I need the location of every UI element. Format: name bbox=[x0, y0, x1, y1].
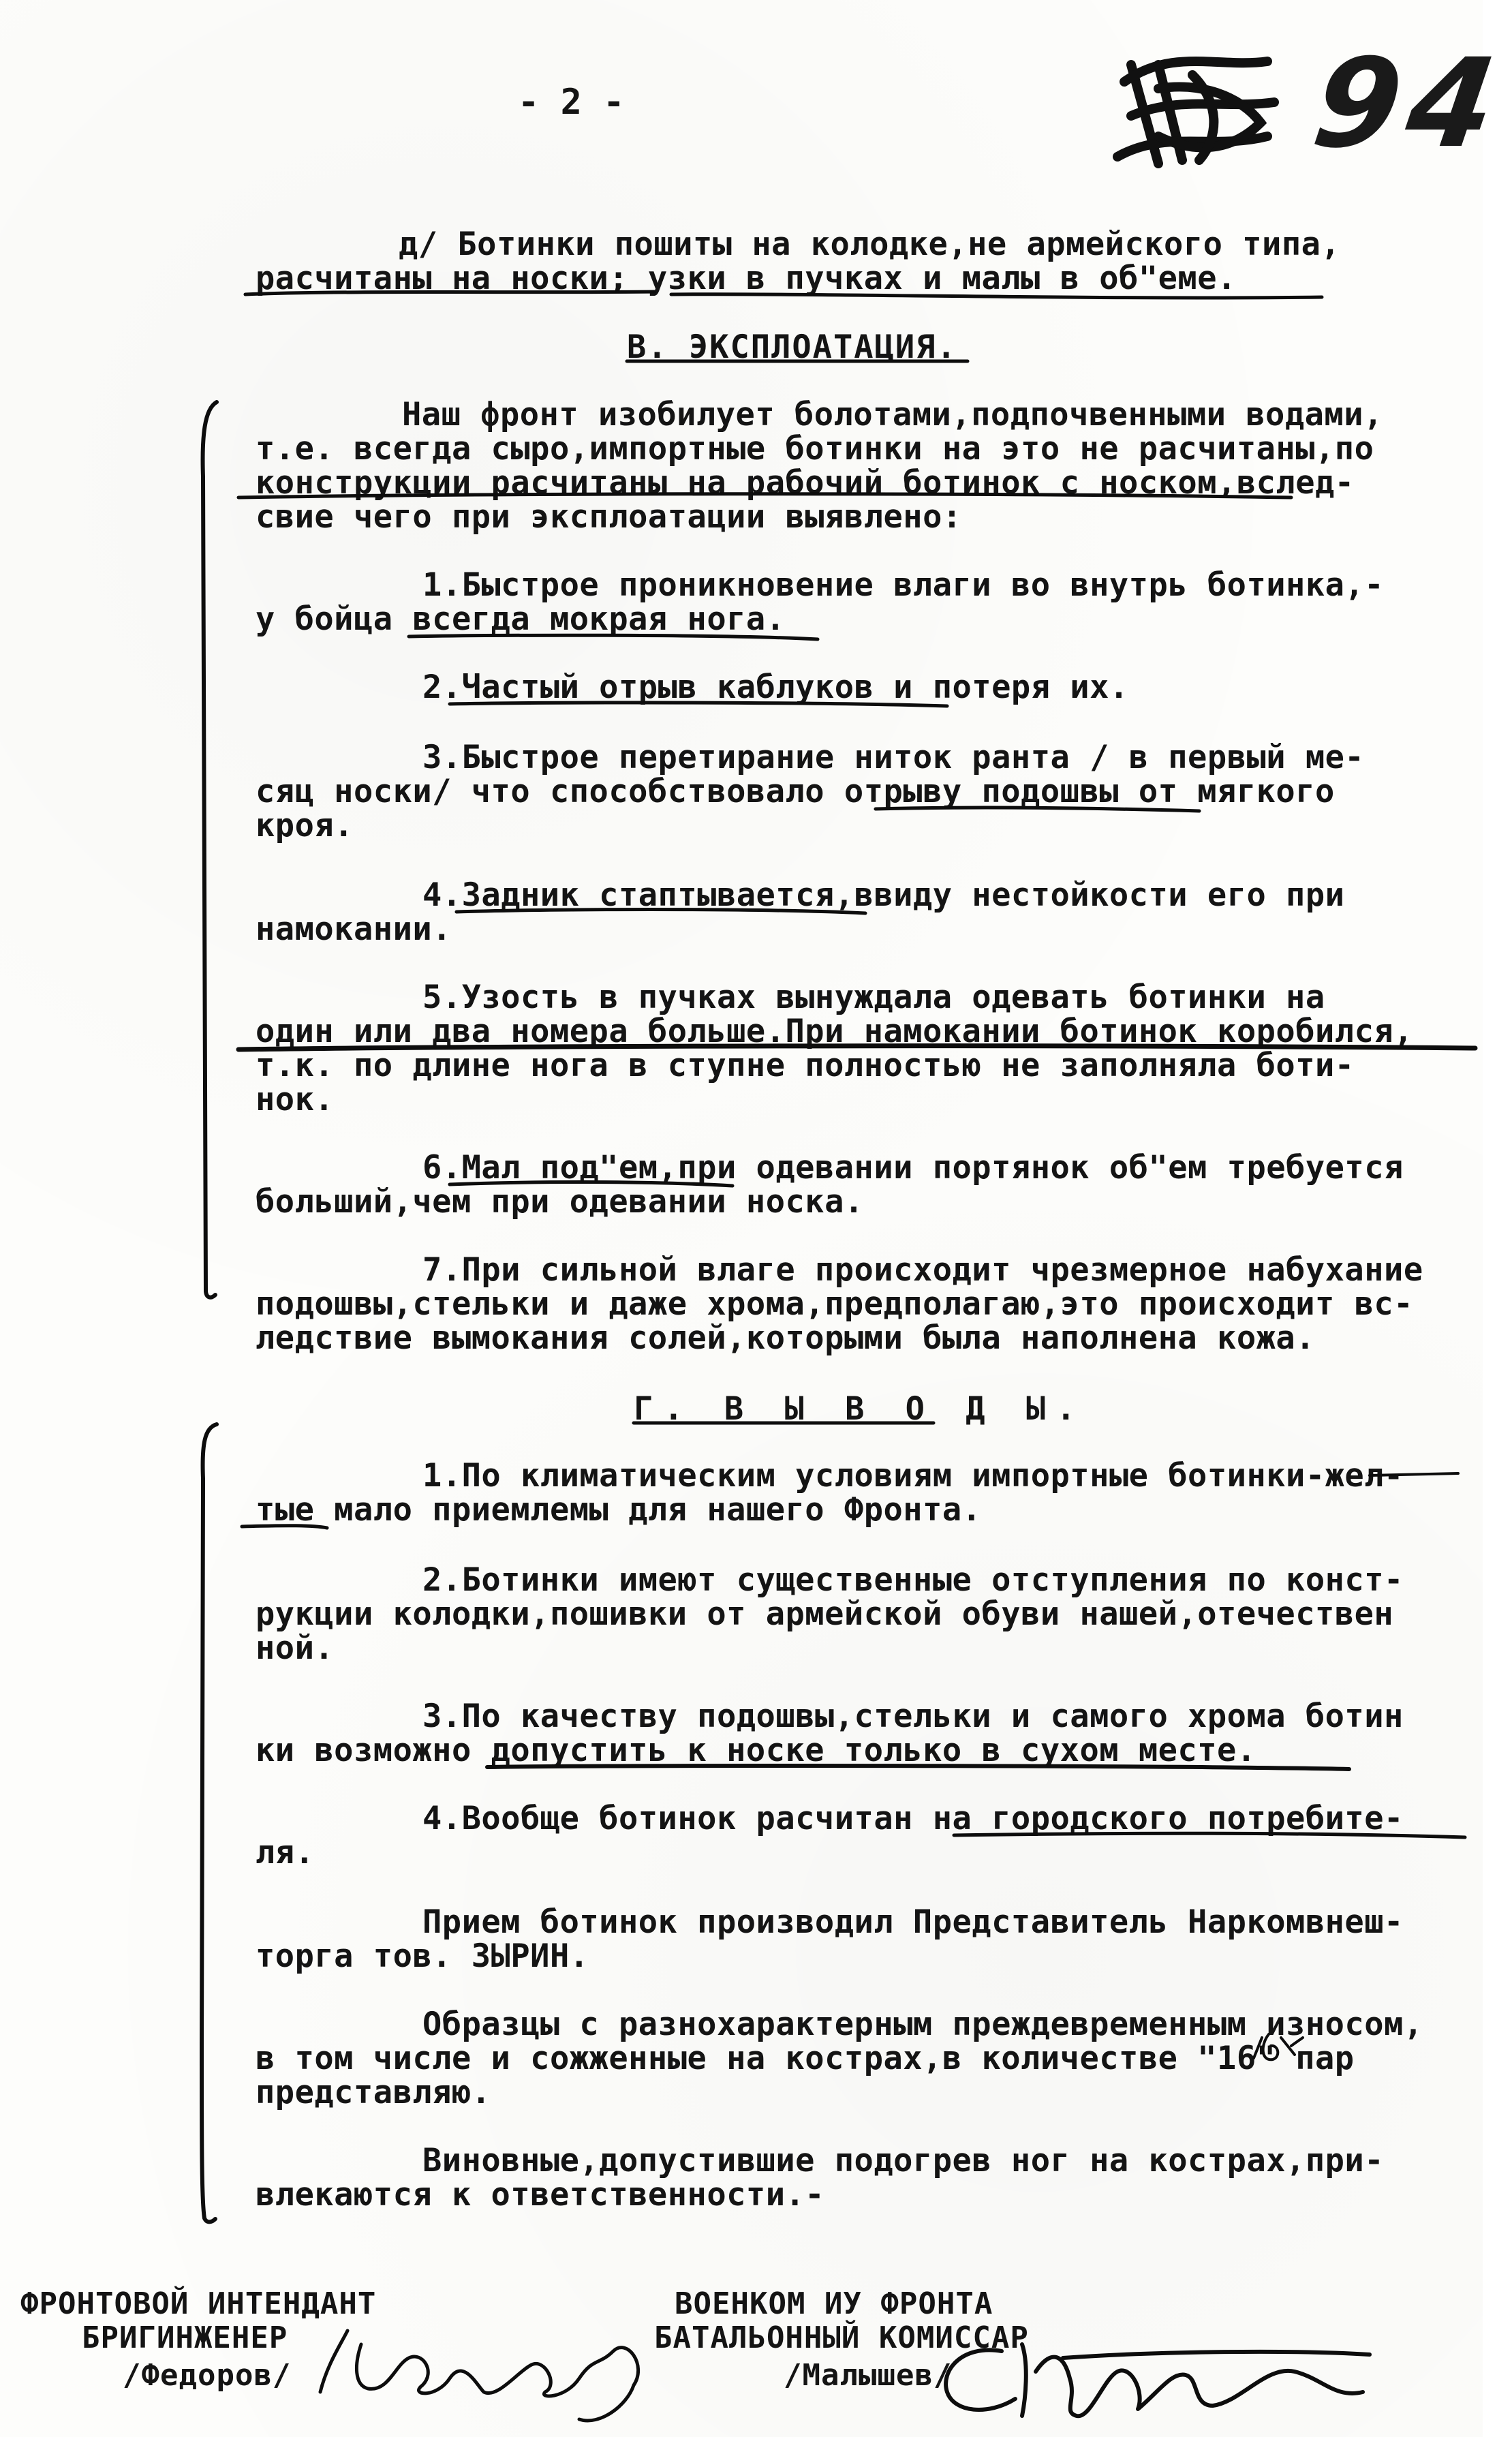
signature-fedorov bbox=[320, 2331, 638, 2421]
underline-d-1 bbox=[245, 292, 654, 294]
g-item-2-line-1: 2.Ботинки имеют существенные отступления по конст- bbox=[422, 1561, 1404, 1599]
v-item-1-line-2: у бойца всегда мокрая нога. bbox=[256, 600, 786, 638]
v-item-3-line-1: 3.Быстрое перетирание ниток ранта / в первый ме- bbox=[422, 739, 1365, 776]
underline-g-item1 bbox=[242, 1526, 327, 1528]
signature-right-title: ВОЕНКОМ ИУ ФРОНТА bbox=[675, 2286, 993, 2321]
v-item-7-line-3: ледствие вымокания солей,которыми была наполнена кожа. bbox=[256, 1319, 1316, 1357]
v-item-6-line-1: 6.Мал под"ем,при одевании портянок об"ем требуется bbox=[422, 1149, 1404, 1186]
v-item-5-line-1: 5.Узость в пучках вынуждала одевать ботинки на bbox=[422, 979, 1325, 1016]
g-item-2-line-3: ной. bbox=[256, 1629, 335, 1667]
underline-intro bbox=[238, 494, 1291, 497]
g-item-3-line-2: ки возможно допустить к носке только в сухом месте. bbox=[256, 1732, 1256, 1769]
intro-line-2: т.е. всегда сыро,импортные ботинки на это не расчитаны,по bbox=[256, 430, 1374, 468]
v-item-2-line-1: 2.Частый отрыв каблуков и потеря их. bbox=[422, 669, 1129, 706]
v-item-4-line-2: намокании. bbox=[256, 910, 452, 948]
underline-d-2 bbox=[671, 294, 1322, 298]
g-item-3-line-1: 3.По качеству подошвы,стельки и самого хрома ботин bbox=[422, 1698, 1404, 1735]
underline-item1 bbox=[409, 635, 818, 639]
underline-g-item3 bbox=[487, 1766, 1349, 1769]
strike-zheltye bbox=[1370, 1473, 1458, 1475]
underline-item6 bbox=[450, 1182, 732, 1186]
intro-line-1: Наш фронт изобилует болотами,подпочвенными водами, bbox=[402, 396, 1383, 433]
closing-2-line-2: в том числе и сожженные на кострах,в количестве "16" пар bbox=[256, 2040, 1355, 2077]
g-item-2-line-2: рукции колодки,пошивки от армейской обуви нашей,отечествен bbox=[256, 1595, 1394, 1633]
signature-right-name: /Малышев/ bbox=[784, 2358, 953, 2393]
g-item-1-line-2: тые мало приемлемы для нашего Фронта. bbox=[256, 1491, 982, 1529]
underline-item2 bbox=[450, 703, 947, 706]
closing-1-line-1: Прием ботинок производил Представитель Наркомвнеш- bbox=[422, 1903, 1404, 1941]
intro-line-3: конструкции расчитаны на рабочий ботинок с носком,вслед- bbox=[256, 464, 1355, 502]
v-item-1-line-1: 1.Быстрое проникновение влаги во внутрь ботинка,- bbox=[422, 566, 1385, 604]
signature-left-title: ФРОНТОВОЙ ИНТЕНДАНТ bbox=[20, 2286, 377, 2321]
section-d-line-2: расчитаны на носки; узки в пучках и малы в об"еме. bbox=[256, 260, 1237, 297]
v-item-5-line-4: нок. bbox=[256, 1081, 335, 1118]
signature-left-name: /Федоров/ bbox=[123, 2358, 292, 2393]
underline-g-item4 bbox=[954, 1833, 1465, 1837]
v-item-5-line-2: один или два номера больше.При намокании ботинок коробился, bbox=[256, 1013, 1413, 1050]
v-item-7-line-1: 7.При сильной влаге происходит чрезмерное набухание bbox=[422, 1251, 1423, 1289]
signature-left-rank: БРИГИНЖЕНЕР bbox=[82, 2320, 288, 2355]
g-item-4-line-2: ля. bbox=[256, 1834, 315, 1871]
underline-item3 bbox=[876, 808, 1199, 811]
section-v-heading: В. ЭКСПЛОАТАЦИЯ. bbox=[627, 328, 957, 366]
closing-3-line-2: влекаются к ответственности.- bbox=[256, 2176, 825, 2213]
page-number: - 2 - bbox=[518, 82, 625, 123]
underline-item4 bbox=[457, 910, 865, 914]
g-item-1-line-1: 1.По климатическим условиям импортные ботинки-жел- bbox=[422, 1457, 1404, 1495]
section-d-line-1: д/ Ботинки пошиты на колодке,не армейского типа, bbox=[399, 226, 1341, 263]
v-item-3-line-2: сяц носки/ что способствовало отрыву подошвы от мягкого bbox=[256, 773, 1335, 810]
signature-malyshev bbox=[946, 2344, 1370, 2416]
archive-number: 94 bbox=[1305, 33, 1512, 175]
section-g-heading: Г. В Ы В О Д Ы. bbox=[634, 1390, 1087, 1428]
quantity-handwritten bbox=[1254, 2034, 1303, 2059]
underline-item5 bbox=[238, 1046, 1475, 1049]
v-item-4-line-1: 4.Задник стаптывается,ввиду нестойкости его при bbox=[422, 876, 1345, 914]
intro-line-4: свие чего при эксплоатации выявлено: bbox=[256, 498, 962, 536]
margin-bracket-g bbox=[202, 1424, 217, 2222]
closing-2-line-3: представляю. bbox=[256, 2074, 491, 2111]
signature-right-rank: БАТАЛЬОННЫЙ КОМИССАР bbox=[654, 2320, 1029, 2355]
g-item-4-line-1: 4.Вообще ботинок расчитан на городского потребите- bbox=[422, 1800, 1404, 1837]
closing-2-line-1: Образцы с разнохарактерным преждевременным износом, bbox=[422, 2006, 1423, 2043]
v-item-5-line-3: т.к. по длине нога в ступне полностью не заполняла боти- bbox=[256, 1047, 1355, 1084]
margin-bracket-v bbox=[203, 402, 217, 1298]
v-item-3-line-3: кроя. bbox=[256, 807, 354, 844]
closing-3-line-1: Виновные,допустившие подогрев ног на кострах,при- bbox=[422, 2142, 1385, 2179]
closing-1-line-2: торга тов. ЗЫРИН. bbox=[256, 1937, 589, 1975]
v-item-7-line-2: подошвы,стельки и даже хрома,предполагаю,это происходит вс- bbox=[256, 1285, 1413, 1323]
v-item-6-line-2: больший,чем при одевании носка. bbox=[256, 1183, 864, 1221]
